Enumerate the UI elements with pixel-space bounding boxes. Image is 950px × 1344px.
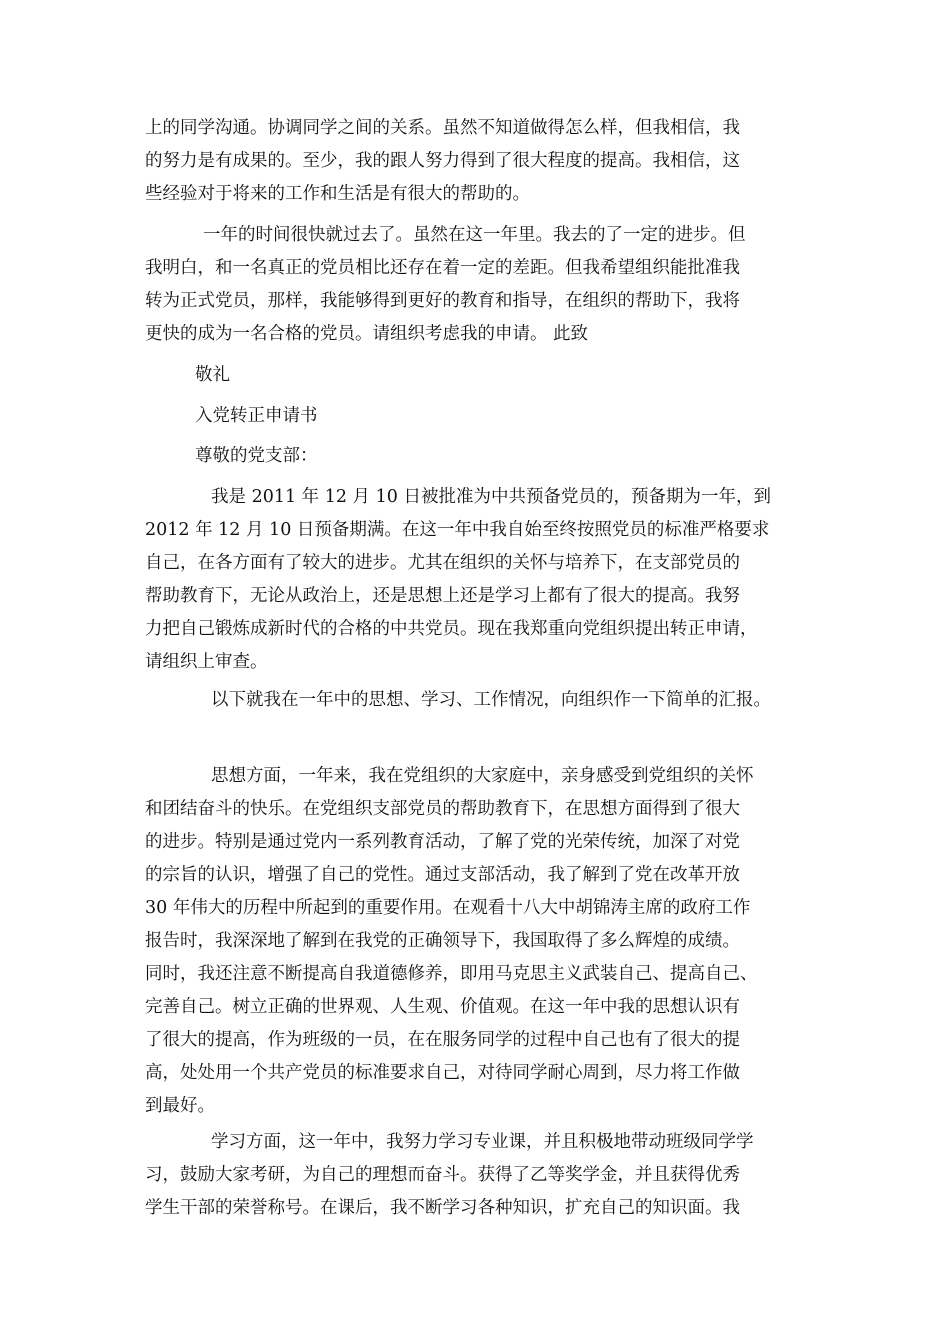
text-line: 30 年伟大的历程中所起到的重要作用。在观看十八大中胡锦涛主席的政府工作 (145, 898, 751, 918)
paragraph-6 (145, 1126, 817, 1225)
salutation (145, 440, 817, 473)
text-line: 一年的时间很快就过去了。虽然在这一年里。我去的了一定的进步。但 (203, 225, 746, 245)
text-line: 的宗旨的认识，增强了自己的党性。通过支部活动，我了解到了党在改革开放 (145, 865, 740, 885)
text-line: 学习方面，这一年中，我努力学习专业课，并且积极地带动班级同学学 (211, 1132, 754, 1152)
text-line: 同时，我还注意不断提高自我道德修养，即用马克思主义武装自己、提高自己、 (145, 964, 758, 984)
text-line: 更快的成为一名合格的党员。请组织考虑我的申请。 此致 (145, 324, 589, 344)
document-title (145, 400, 817, 433)
text-line: 和团结奋斗的快乐。在党组织支部党员的帮助教育下，在思想方面得到了很大 (145, 799, 740, 819)
text-line: 力把自己锻炼成新时代的合格的中共党员。现在我郑重向党组织提出转正申请， (145, 619, 758, 639)
text-line: 自己，在各方面有了较大的进步。尤其在组织的关怀与培养下，在支部党员的 (145, 553, 740, 573)
text-line: 习，鼓励大家考研，为自己的理想而奋斗。获得了乙等奖学金，并且获得优秀 (145, 1165, 740, 1185)
text-line: 我明白，和一名真正的党员相比还存在着一定的差距。但我希望组织能批准我 (145, 258, 740, 278)
paragraph-4 (145, 684, 817, 717)
text-line: 完善自己。树立正确的世界观、人生观、价值观。在这一年中我的思想认识有 (145, 997, 740, 1017)
text-line: 转为正式党员，那样，我能够得到更好的教育和指导，在组织的帮助下，我将 (145, 291, 740, 311)
title-text: 入党转正申请书 (195, 406, 318, 426)
text-line: 高，处处用一个共产党员的标准要求自己，对待同学耐心周到，尽力将工作做 (145, 1063, 740, 1083)
text-line: 帮助教育下，无论从政治上，还是思想上还是学习上都有了很大的提高。我努 (145, 586, 740, 606)
text-line: 报告时，我深深地了解到在我党的正确领导下，我国取得了多么辉煌的成绩。 (145, 931, 740, 951)
text-line: 思想方面，一年来，我在党组织的大家庭中，亲身感受到党组织的关怀 (211, 766, 754, 786)
paragraph-3 (145, 481, 817, 679)
text-line: 些经验对于将来的工作和生活是有很大的帮助的。 (145, 184, 530, 204)
text-line: 我是 2011 年 12 月 10 日被批准为中共预备党员的，预备期为一年，到 (211, 487, 771, 507)
text-line: 请组织上审查。 (145, 652, 268, 672)
closing-line (145, 359, 817, 392)
text-line: 2012 年 12 月 10 日预备期满。在这一年中我自始至终按照党员的标准严格要求 (145, 520, 770, 540)
text-line: 以下就我在一年中的思想、学习、工作情况，向组织作一下简单的汇报。 (211, 690, 771, 710)
salutation-text: 尊敬的党支部： (195, 446, 318, 466)
paragraph-5 (145, 760, 817, 1123)
text-line: 上的同学沟通。协调同学之间的关系。虽然不知道做得怎么样，但我相信，我 (145, 118, 740, 138)
paragraph-2 (145, 219, 817, 351)
text-line: 的进步。特别是通过党内一系列教育活动，了解了党的光荣传统，加深了对党 (145, 832, 740, 852)
text-line: 学生干部的荣誉称号。在课后，我不断学习各种知识，扩充自己的知识面。我 (145, 1198, 740, 1218)
text-line: 的努力是有成果的。至少，我的跟人努力得到了很大程度的提高。我相信，这 (145, 151, 740, 171)
closing-text: 敬礼 (195, 365, 230, 385)
paragraph-1 (145, 112, 817, 211)
text-line: 了很大的提高，作为班级的一员，在在服务同学的过程中自己也有了很大的提 (145, 1030, 740, 1050)
text-line: 到最好。 (145, 1096, 215, 1116)
